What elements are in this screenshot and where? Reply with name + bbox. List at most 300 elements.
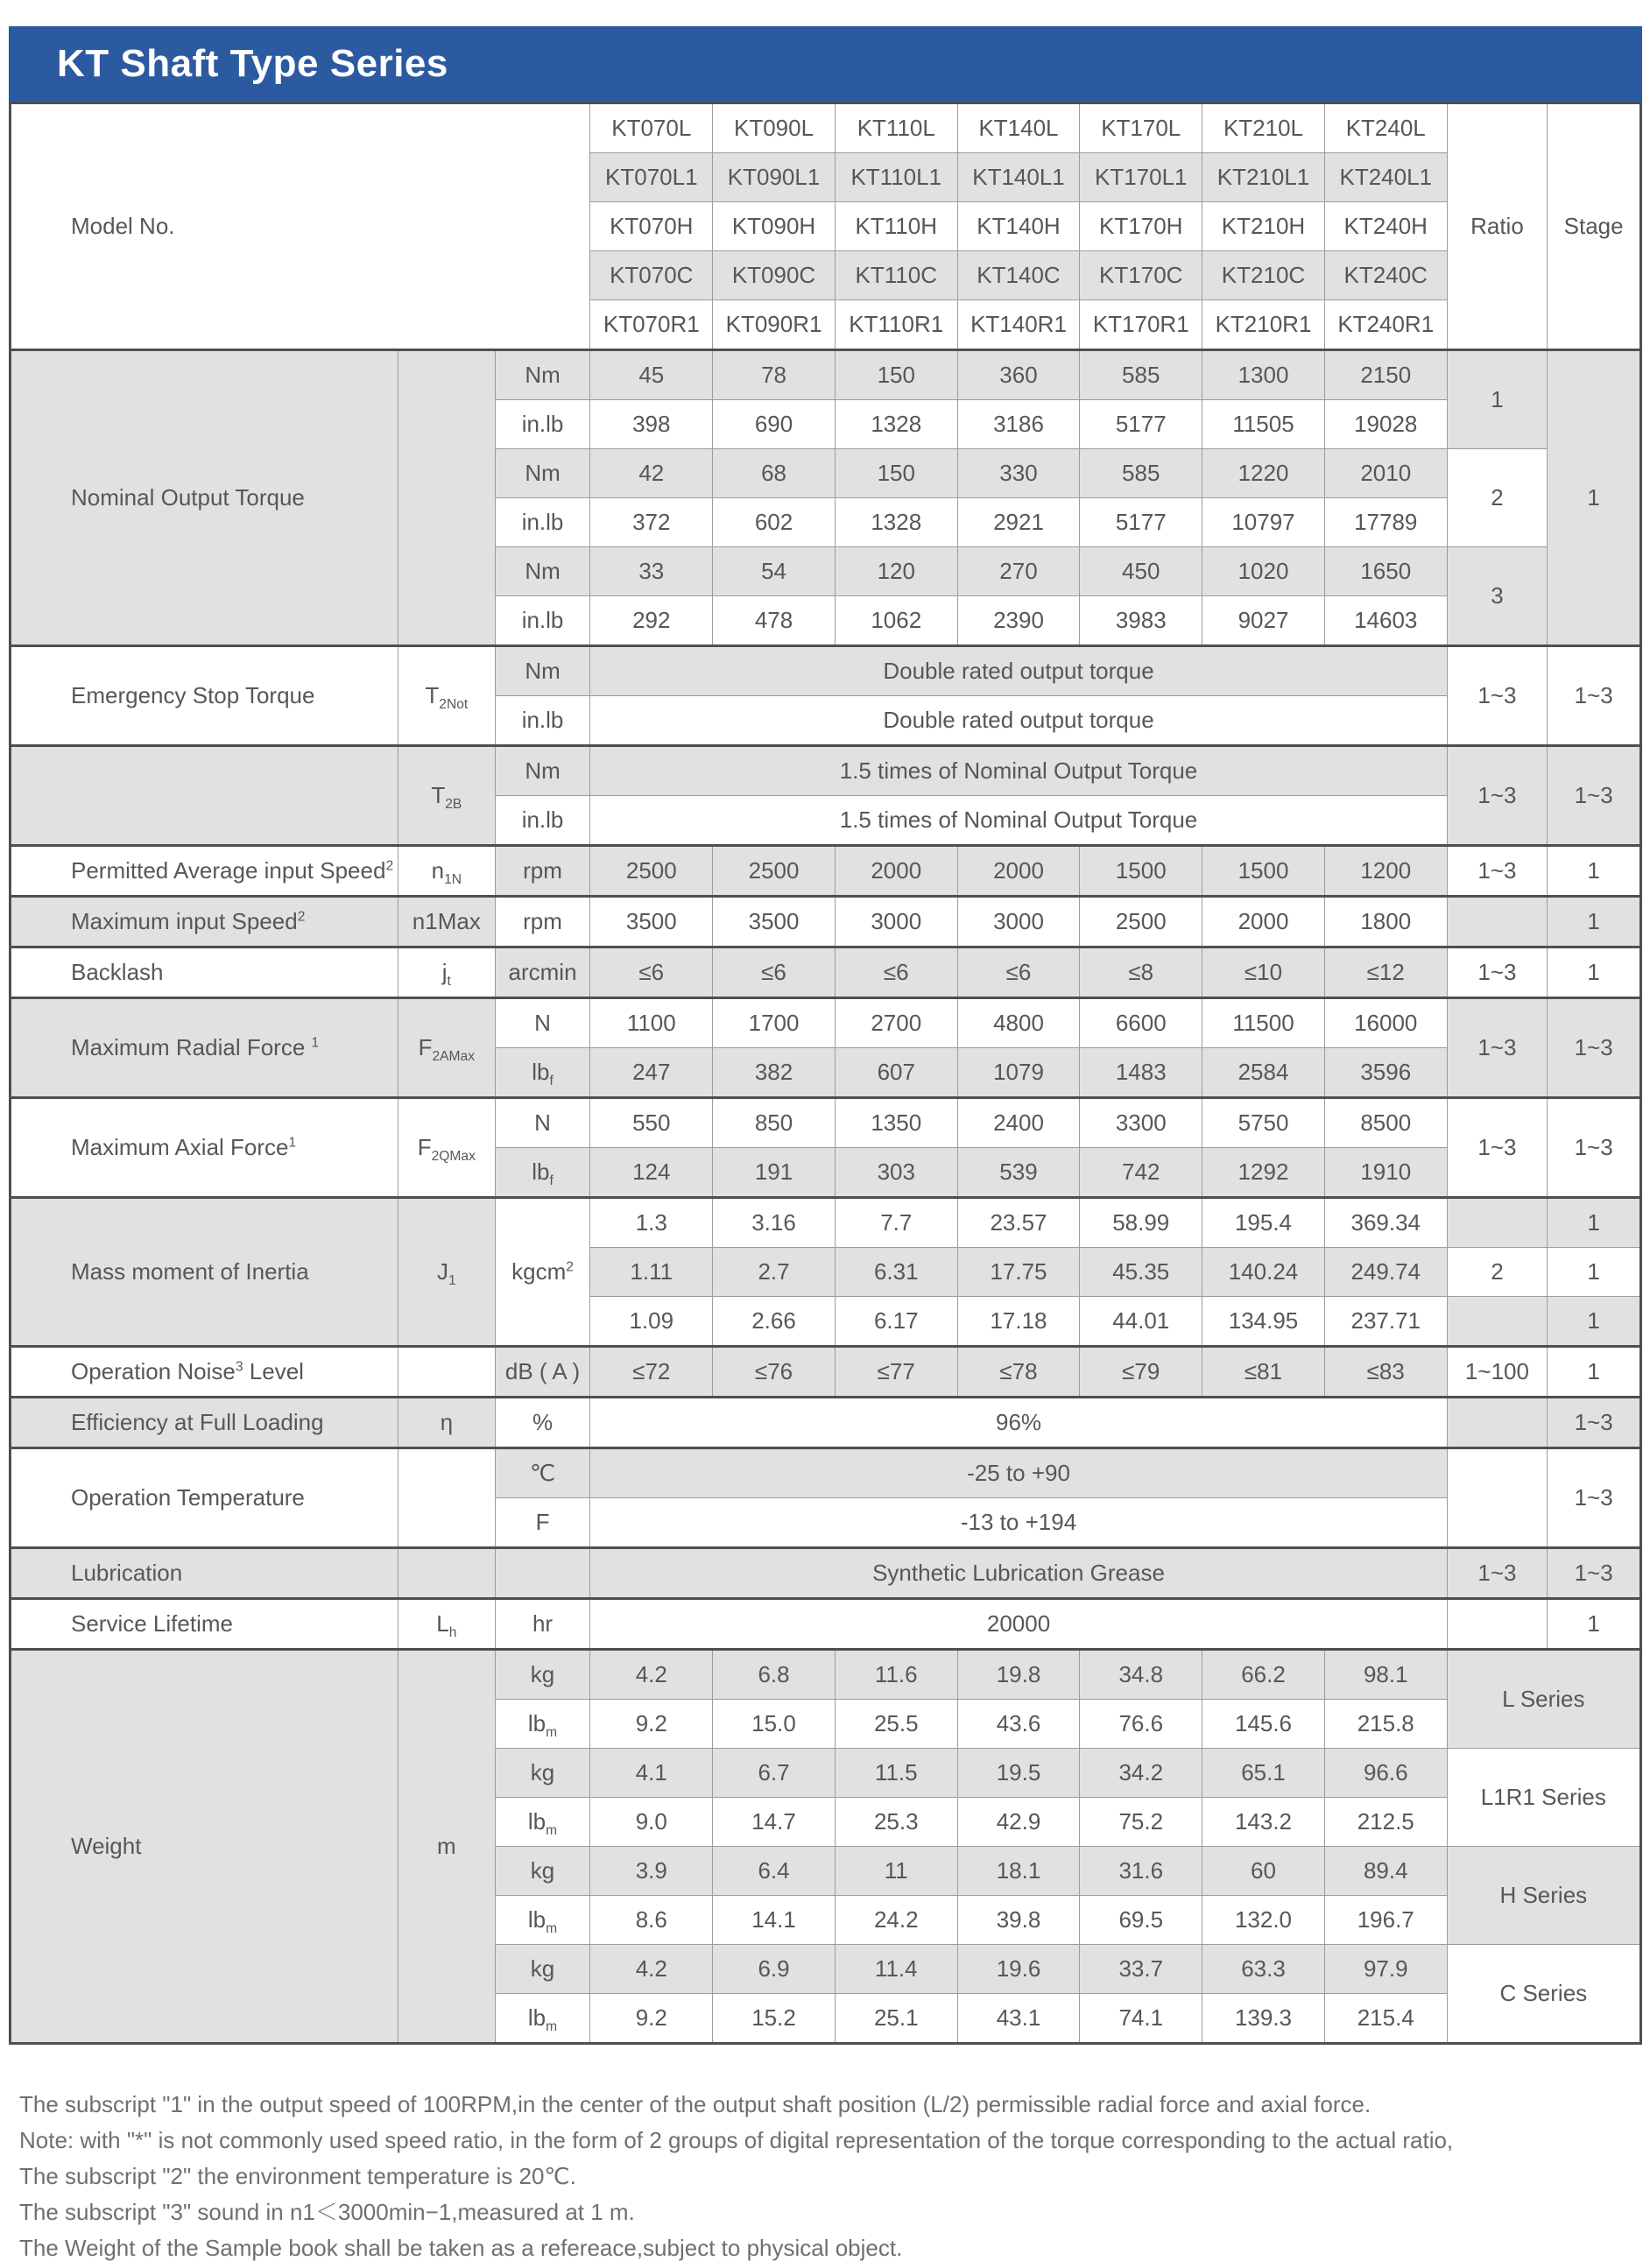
stage-cell: 1~3 [1548, 1548, 1641, 1599]
value-cell: 270 [957, 547, 1080, 596]
model-cell: KT170R1 [1080, 300, 1202, 350]
value-cell: 39.8 [957, 1896, 1080, 1945]
model-cell: KT240L1 [1324, 153, 1447, 202]
value-cell: 1650 [1324, 547, 1447, 596]
unit-cell: in.lb [495, 498, 590, 547]
row-label: Mass moment of Inertia [11, 1198, 398, 1347]
model-cell: KT240R1 [1324, 300, 1447, 350]
value-cell: 132.0 [1202, 1896, 1325, 1945]
value-cell: 585 [1080, 449, 1202, 498]
symbol-cell [398, 1548, 495, 1599]
note-line: The subscript "2" the environment temperature is 20℃. [19, 2163, 576, 2189]
symbol-cell: $T_{2Not}$ [398, 646, 495, 746]
unit-cell: Nm [495, 449, 590, 498]
value-cell: 18.1 [957, 1847, 1080, 1896]
header-banner [9, 26, 1642, 102]
value-cell: 60 [1202, 1847, 1325, 1896]
value-cell: 3.9 [590, 1847, 713, 1896]
ratio-cell: 1~3 [1447, 846, 1548, 897]
note-line: The subscript "3" sound in n1＜3000min−1,measured at 1 m. [19, 2199, 635, 2225]
value-cell: 143.2 [1202, 1798, 1325, 1847]
value-cell: 65.1 [1202, 1749, 1325, 1798]
unit-cell: F [495, 1498, 590, 1548]
model-cell: KT140L1 [957, 153, 1080, 202]
unit-cell: % [495, 1398, 590, 1448]
ratio-cell [1447, 1297, 1548, 1347]
value-cell: 31.6 [1080, 1847, 1202, 1896]
row-label: Operation Temperature [11, 1448, 398, 1548]
model-cell: KT140R1 [957, 300, 1080, 350]
note-line: The subscript "1" in the output speed of 100RPM,in the center of the output shaft position (L/2) permissible radial force and axial force. [19, 2091, 1371, 2117]
value-cell: Double rated output torque [590, 646, 1447, 696]
value-cell: ≤83 [1324, 1347, 1447, 1398]
value-cell: ≤78 [957, 1347, 1080, 1398]
value-cell: 5177 [1080, 498, 1202, 547]
value-cell: 45 [590, 350, 713, 400]
symbol-cell [398, 1448, 495, 1548]
value-cell: 742 [1080, 1148, 1202, 1198]
value-cell: 43.1 [957, 1994, 1080, 2044]
row-label: Maximum Radial Force $^1$ [11, 998, 398, 1098]
value-cell: 369.34 [1324, 1198, 1447, 1248]
value-cell: 1.09 [590, 1297, 713, 1347]
model-cell: KT090C [713, 251, 836, 300]
value-cell: 1328 [835, 400, 957, 449]
value-cell: Double rated output torque [590, 696, 1447, 746]
value-cell: ≤76 [713, 1347, 836, 1398]
value-cell: 75.2 [1080, 1798, 1202, 1847]
value-cell: 292 [590, 596, 713, 646]
symbol-cell: $J_1$ [398, 1198, 495, 1347]
unit-cell: Nm [495, 746, 590, 796]
value-cell: 360 [957, 350, 1080, 400]
model-cell: KT140L [957, 103, 1080, 153]
value-cell: 539 [957, 1148, 1080, 1198]
value-cell: 3186 [957, 400, 1080, 449]
value-cell: 45.35 [1080, 1248, 1202, 1297]
row-label: Weight [11, 1650, 398, 2044]
unit-cell: $lb_m$ [495, 1700, 590, 1749]
value-cell: 20000 [590, 1599, 1447, 1650]
unit-cell: $lb_f$ [495, 1048, 590, 1098]
model-cell: KT090H [713, 202, 836, 251]
value-cell: 2010 [1324, 449, 1447, 498]
value-cell: 3500 [590, 897, 713, 947]
ratio-cell: 1~3 [1447, 646, 1548, 746]
value-cell: 2150 [1324, 350, 1447, 400]
unit-cell: kg [495, 1945, 590, 1994]
value-cell: 1.5 times of Nominal Output Torque [590, 746, 1447, 796]
value-cell: 33 [590, 547, 713, 596]
value-cell: 124 [590, 1148, 713, 1198]
unit-cell: Nm [495, 646, 590, 696]
symbol-cell: $n_{1N}$ [398, 846, 495, 897]
value-cell: 19.8 [957, 1650, 1080, 1700]
value-cell: 585 [1080, 350, 1202, 400]
value-cell: 9.2 [590, 1994, 713, 2044]
ratio-cell: 2 [1447, 449, 1548, 547]
value-cell: ≤6 [957, 947, 1080, 998]
value-cell: 850 [713, 1098, 836, 1148]
value-cell: 150 [835, 350, 957, 400]
ratio-cell: 1~3 [1447, 746, 1548, 846]
unit-cell: hr [495, 1599, 590, 1650]
value-cell: 11505 [1202, 400, 1325, 449]
value-cell: 1.3 [590, 1198, 713, 1248]
value-cell: 58.99 [1080, 1198, 1202, 1248]
value-cell: 16000 [1324, 998, 1447, 1048]
ratio-cell: 1~3 [1447, 947, 1548, 998]
value-cell: 89.4 [1324, 1847, 1447, 1896]
value-cell: 1500 [1202, 846, 1325, 897]
value-cell: 14603 [1324, 596, 1447, 646]
stage-cell: 1 [1548, 1297, 1641, 1347]
value-cell: 4.2 [590, 1650, 713, 1700]
value-cell: 196.7 [1324, 1896, 1447, 1945]
value-cell: 76.6 [1080, 1700, 1202, 1749]
value-cell: 74.1 [1080, 1994, 1202, 2044]
value-cell: 78 [713, 350, 836, 400]
row-label: Operation Noise$^3$ Level [11, 1347, 398, 1398]
value-cell: 134.95 [1202, 1297, 1325, 1347]
value-cell: 3.16 [713, 1198, 836, 1248]
note-line: Note: with "*" is not commonly used speed ratio, in the form of 2 groups of digital representation of the torque corresponding to the actual ratio, [19, 2127, 1454, 2153]
value-cell: 237.71 [1324, 1297, 1447, 1347]
model-cell: KT210R1 [1202, 300, 1325, 350]
stage-cell: 1~3 [1548, 1398, 1641, 1448]
value-cell: 450 [1080, 547, 1202, 596]
model-cell: KT210H [1202, 202, 1325, 251]
value-cell: -13 to +194 [590, 1498, 1447, 1548]
value-cell: 44.01 [1080, 1297, 1202, 1347]
value-cell: 10797 [1202, 498, 1325, 547]
value-cell: ≤6 [835, 947, 957, 998]
model-cell: KT110C [835, 251, 957, 300]
value-cell: 3300 [1080, 1098, 1202, 1148]
model-cell: KT110R1 [835, 300, 957, 350]
value-cell: 215.4 [1324, 1994, 1447, 2044]
ratio-cell [1447, 897, 1548, 947]
stage-cell: 1~3 [1548, 746, 1641, 846]
value-cell: 17.75 [957, 1248, 1080, 1297]
value-cell: 249.74 [1324, 1248, 1447, 1297]
unit-cell: N [495, 1098, 590, 1148]
row-label: Nominal Output Torque [11, 350, 398, 646]
unit-cell: N [495, 998, 590, 1048]
unit-cell: Nm [495, 547, 590, 596]
value-cell: 215.8 [1324, 1700, 1447, 1749]
unit-cell: kg [495, 1749, 590, 1798]
column-header: Stage [1548, 103, 1641, 350]
series-label: L Series [1447, 1650, 1640, 1749]
catalog-page [9, 26, 1642, 2266]
value-cell: 97.9 [1324, 1945, 1447, 1994]
value-cell: 303 [835, 1148, 957, 1198]
value-cell: ≤77 [835, 1347, 957, 1398]
value-cell: 478 [713, 596, 836, 646]
value-cell: 6.8 [713, 1650, 836, 1700]
value-cell: 2700 [835, 998, 957, 1048]
value-cell: 3500 [713, 897, 836, 947]
stage-cell: 1 [1548, 350, 1641, 646]
value-cell: 24.2 [835, 1896, 957, 1945]
unit-cell: ℃ [495, 1448, 590, 1498]
spec-table [9, 102, 1642, 2045]
value-cell: 1483 [1080, 1048, 1202, 1098]
symbol-cell: $j_t$ [398, 947, 495, 998]
value-cell: 372 [590, 498, 713, 547]
row-label: Service Lifetime [11, 1599, 398, 1650]
value-cell: 1220 [1202, 449, 1325, 498]
value-cell: ≤6 [713, 947, 836, 998]
value-cell: ≤6 [590, 947, 713, 998]
row-label [11, 746, 398, 846]
value-cell: 42.9 [957, 1798, 1080, 1847]
stage-cell: 1 [1548, 897, 1641, 947]
model-cell: KT090R1 [713, 300, 836, 350]
unit-cell: in.lb [495, 696, 590, 746]
value-cell: 11.5 [835, 1749, 957, 1798]
value-cell: 11500 [1202, 998, 1325, 1048]
symbol-cell: $L_h$ [398, 1599, 495, 1650]
value-cell: 11.6 [835, 1650, 957, 1700]
value-cell: 550 [590, 1098, 713, 1148]
value-cell: 17.18 [957, 1297, 1080, 1347]
model-cell: KT110H [835, 202, 957, 251]
ratio-cell: 1~3 [1447, 1548, 1548, 1599]
value-cell: 1292 [1202, 1148, 1325, 1198]
value-cell: 690 [713, 400, 836, 449]
value-cell: 96.6 [1324, 1749, 1447, 1798]
value-cell: 1100 [590, 998, 713, 1048]
model-cell: KT210C [1202, 251, 1325, 300]
value-cell: Synthetic Lubrication Grease [590, 1548, 1447, 1599]
symbol-cell: m [398, 1650, 495, 2044]
value-cell: 3596 [1324, 1048, 1447, 1098]
model-cell: KT110L [835, 103, 957, 153]
value-cell: 2.66 [713, 1297, 836, 1347]
model-cell: KT210L1 [1202, 153, 1325, 202]
value-cell: 5750 [1202, 1098, 1325, 1148]
value-cell: 1910 [1324, 1148, 1447, 1198]
value-cell: 2400 [957, 1098, 1080, 1148]
model-cell: KT170H [1080, 202, 1202, 251]
unit-cell: kg [495, 1847, 590, 1896]
value-cell: 19028 [1324, 400, 1447, 449]
symbol-cell [398, 350, 495, 646]
unit-cell: $lb_m$ [495, 1798, 590, 1847]
value-cell: 195.4 [1202, 1198, 1325, 1248]
unit-cell: kg [495, 1650, 590, 1700]
value-cell: ≤79 [1080, 1347, 1202, 1398]
value-cell: 2.7 [713, 1248, 836, 1297]
value-cell: 191 [713, 1148, 836, 1198]
value-cell: 1020 [1202, 547, 1325, 596]
value-cell: 9.2 [590, 1700, 713, 1749]
ratio-cell: 1~3 [1447, 998, 1548, 1098]
value-cell: 382 [713, 1048, 836, 1098]
value-cell: 5177 [1080, 400, 1202, 449]
value-cell: ≤8 [1080, 947, 1202, 998]
value-cell: 1500 [1080, 846, 1202, 897]
unit-cell: rpm [495, 897, 590, 947]
unit-cell: kgcm$^2$ [495, 1198, 590, 1347]
value-cell: -25 to +90 [590, 1448, 1447, 1498]
value-cell: 1328 [835, 498, 957, 547]
value-cell: 98.1 [1324, 1650, 1447, 1700]
ratio-cell: 1~3 [1447, 1098, 1548, 1198]
value-cell: 54 [713, 547, 836, 596]
model-cell: KT070R1 [590, 300, 713, 350]
value-cell: 6.4 [713, 1847, 836, 1896]
ratio-cell [1447, 1448, 1548, 1548]
model-cell: KT170L [1080, 103, 1202, 153]
symbol-cell: $F_{2AMax}$ [398, 998, 495, 1098]
unit-cell: in.lb [495, 796, 590, 846]
series-label: H Series [1447, 1847, 1640, 1945]
value-cell: 2921 [957, 498, 1080, 547]
value-cell: 15.0 [713, 1700, 836, 1749]
unit-cell: $lb_m$ [495, 1896, 590, 1945]
model-cell: KT240C [1324, 251, 1447, 300]
value-cell: 17789 [1324, 498, 1447, 547]
model-cell: KT210L [1202, 103, 1325, 153]
value-cell: 9027 [1202, 596, 1325, 646]
value-cell: 3000 [835, 897, 957, 947]
value-cell: 2500 [590, 846, 713, 897]
value-cell: 19.6 [957, 1945, 1080, 1994]
symbol-cell: $T_{2B}$ [398, 746, 495, 846]
model-cell: KT090L1 [713, 153, 836, 202]
page-title: KT Shaft Type Series [57, 42, 448, 85]
value-cell: 14.7 [713, 1798, 836, 1847]
symbol-cell: $F_{2QMax}$ [398, 1098, 495, 1198]
value-cell: 2500 [1080, 897, 1202, 947]
series-label: C Series [1447, 1945, 1640, 2044]
value-cell: 11 [835, 1847, 957, 1896]
unit-cell: in.lb [495, 596, 590, 646]
stage-cell: 1 [1548, 1198, 1641, 1248]
stage-cell: 1 [1548, 846, 1641, 897]
value-cell: 34.8 [1080, 1650, 1202, 1700]
value-cell: 1200 [1324, 846, 1447, 897]
value-cell: 34.2 [1080, 1749, 1202, 1798]
value-cell: 2584 [1202, 1048, 1325, 1098]
value-cell: 2500 [713, 846, 836, 897]
unit-cell: $lb_m$ [495, 1994, 590, 2044]
symbol-cell: η [398, 1398, 495, 1448]
stage-cell: 1 [1548, 1248, 1641, 1297]
value-cell: 68 [713, 449, 836, 498]
model-cell: KT140H [957, 202, 1080, 251]
spec-table-body [11, 103, 1641, 2044]
unit-cell: arcmin [495, 947, 590, 998]
value-cell: ≤81 [1202, 1347, 1325, 1398]
model-cell: KT070L [590, 103, 713, 153]
value-cell: 19.5 [957, 1749, 1080, 1798]
value-cell: 7.7 [835, 1198, 957, 1248]
stage-cell: 1 [1548, 947, 1641, 998]
model-cell: KT090L [713, 103, 836, 153]
row-label: Emergency Stop Torque [11, 646, 398, 746]
stage-cell: 1 [1548, 1599, 1641, 1650]
model-cell: KT240H [1324, 202, 1447, 251]
value-cell: 8.6 [590, 1896, 713, 1945]
value-cell: 8500 [1324, 1098, 1447, 1148]
row-label: Maximum Axial Force$^1$ [11, 1098, 398, 1198]
value-cell: 4.1 [590, 1749, 713, 1798]
value-cell: 6.31 [835, 1248, 957, 1297]
row-label: Maximum input Speed$^2$ [11, 897, 398, 947]
unit-cell: in.lb [495, 400, 590, 449]
value-cell: 1800 [1324, 897, 1447, 947]
row-label: Permitted Average input Speed$^2$ [11, 846, 398, 897]
value-cell: 4800 [957, 998, 1080, 1048]
value-cell: 2000 [835, 846, 957, 897]
value-cell: 6600 [1080, 998, 1202, 1048]
value-cell: ≤72 [590, 1347, 713, 1398]
value-cell: 1350 [835, 1098, 957, 1148]
value-cell: 33.7 [1080, 1945, 1202, 1994]
ratio-cell [1447, 1599, 1548, 1650]
row-label: Efficiency at Full Loading [11, 1398, 398, 1448]
footnotes [19, 2087, 1642, 2266]
value-cell: ≤12 [1324, 947, 1447, 998]
value-cell: 6.9 [713, 1945, 836, 1994]
note-line: The Weight of the Sample book shall be taken as a refereace,subject to physical object. [19, 2235, 903, 2261]
ratio-cell: 1~100 [1447, 1347, 1548, 1398]
value-cell: 398 [590, 400, 713, 449]
value-cell: 66.2 [1202, 1650, 1325, 1700]
value-cell: 1700 [713, 998, 836, 1048]
value-cell: 330 [957, 449, 1080, 498]
model-cell: KT070L1 [590, 153, 713, 202]
stage-cell: 1~3 [1548, 646, 1641, 746]
value-cell: 3983 [1080, 596, 1202, 646]
value-cell: 11.4 [835, 1945, 957, 1994]
value-cell: 150 [835, 449, 957, 498]
value-cell: 2000 [957, 846, 1080, 897]
model-cell: KT070C [590, 251, 713, 300]
value-cell: 247 [590, 1048, 713, 1098]
value-cell: 25.5 [835, 1700, 957, 1749]
row-label: Lubrication [11, 1548, 398, 1599]
stage-cell: 1~3 [1548, 1448, 1641, 1548]
model-cell: KT170C [1080, 251, 1202, 300]
model-cell: KT170L1 [1080, 153, 1202, 202]
stage-cell: 1~3 [1548, 1098, 1641, 1198]
unit-cell [495, 1548, 590, 1599]
value-cell: 120 [835, 547, 957, 596]
value-cell: 2000 [1202, 897, 1325, 947]
value-cell: 63.3 [1202, 1945, 1325, 1994]
value-cell: 6.17 [835, 1297, 957, 1347]
unit-cell: rpm [495, 846, 590, 897]
model-cell: KT110L1 [835, 153, 957, 202]
model-cell: KT140C [957, 251, 1080, 300]
value-cell: 139.3 [1202, 1994, 1325, 2044]
value-cell: 15.2 [713, 1994, 836, 2044]
value-cell: 25.1 [835, 1994, 957, 2044]
unit-cell: dB ( A ) [495, 1347, 590, 1398]
value-cell: 14.1 [713, 1896, 836, 1945]
value-cell: 1062 [835, 596, 957, 646]
ratio-cell [1447, 1398, 1548, 1448]
value-cell: 1.5 times of Nominal Output Torque [590, 796, 1447, 846]
value-cell: 1300 [1202, 350, 1325, 400]
value-cell: 212.5 [1324, 1798, 1447, 1847]
model-cell: KT070H [590, 202, 713, 251]
